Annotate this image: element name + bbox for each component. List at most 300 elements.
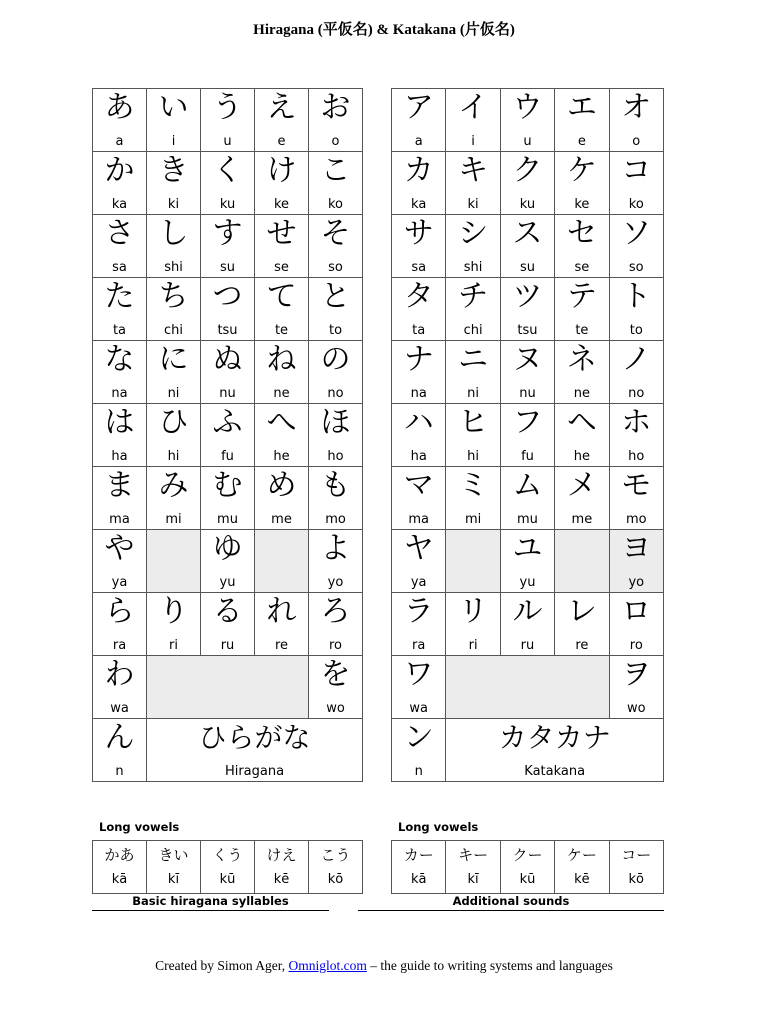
long-vowels-table-hiragana [92,840,363,894]
romaji: tsu [517,323,538,338]
kana-char: お [320,90,351,125]
script-name-kana: ひらがな [198,721,311,754]
kana-char: ヘ [566,405,597,440]
kana-cell [201,89,255,152]
long-vowel-romaji: kū [519,872,536,887]
kana-char: は [104,405,135,440]
kana-char: ル [512,594,543,629]
kana-char: す [212,216,243,251]
romaji: su [519,260,535,275]
romaji: o [331,134,340,149]
kana-cell [255,215,309,278]
long-vowel-kana: カー [403,846,434,864]
long-vowel-cell [446,841,500,894]
romaji: ta [412,323,426,338]
romaji: hi [167,449,180,464]
romaji: ri [169,638,178,653]
romaji: ha [410,449,427,464]
kana-char: を [320,657,351,692]
kana-char: く [212,153,243,188]
romaji: yu [519,575,536,590]
kana-char: へ [266,405,297,440]
kana-char: マ [403,468,434,503]
long-vowel-kana: けえ [266,846,297,864]
kana-cell [93,719,147,782]
kana-cell [392,404,446,467]
kana-char: エ [566,90,597,125]
romaji: chi [164,323,183,338]
kana-char: ミ [458,468,489,503]
romaji: yu [219,575,236,590]
kana-cell [555,341,609,404]
kana-char: ツ [512,279,543,314]
romaji: ro [328,638,342,653]
kana-char: わ [104,657,135,692]
kana-char: け [266,153,297,188]
kana-cell [255,341,309,404]
long-vowel-row [392,841,664,894]
kana-char: メ [566,468,597,503]
kana-cell [392,530,446,593]
kana-row [392,656,664,719]
kana-cell [309,404,363,467]
kana-cell [309,656,363,719]
long-vowel-cell [555,841,609,894]
long-vowel-romaji: kā [111,872,128,887]
romaji: ru [520,638,535,653]
long-vowel-kana: コー [621,846,652,864]
kana-cell [446,467,500,530]
kana-row [392,89,664,152]
kana-char: え [266,90,297,125]
kana-char: よ [320,531,351,566]
kana-cell [147,467,201,530]
romaji: re [274,638,289,653]
kana-char: ユ [512,531,543,566]
romaji: i [171,134,176,149]
kana-cell [609,215,663,278]
romaji: su [219,260,235,275]
kana-char: フ [512,405,543,440]
romaji: no [327,386,344,401]
kana-char: チ [458,279,489,314]
romaji: wo [326,701,345,716]
long-vowels-label-hiragana: Long vowels [99,820,180,834]
kana-cell [309,467,363,530]
romaji: ne [573,386,590,401]
kana-char: い [158,90,189,125]
romaji: me [571,512,593,527]
long-vowel-romaji: kē [574,872,590,887]
script-name-romaji: Hiragana [224,764,285,779]
kana-cell [309,89,363,152]
kana-char: ア [403,90,434,125]
kana-row [93,530,363,593]
long-vowel-cell [147,841,201,894]
kana-char: ケ [566,153,597,188]
romaji: ka [411,197,427,212]
kana-cell [392,467,446,530]
kana-char: に [158,342,189,377]
kana-cell [201,341,255,404]
long-vowel-romaji: kā [410,872,427,887]
kana-char: ヤ [403,531,434,566]
romaji: ru [220,638,235,653]
romaji: hi [467,449,480,464]
romaji: mu [217,512,238,527]
romaji: ko [628,197,644,212]
kana-char: ち [158,279,189,314]
kana-cell [201,593,255,656]
kana-cell [446,404,500,467]
romaji: mi [165,512,182,527]
romaji: wa [110,701,129,716]
long-vowel-kana: くう [212,846,243,864]
romaji: e [577,134,586,149]
kana-cell [392,89,446,152]
long-vowel-romaji: kō [628,872,645,887]
kana-cell [93,278,147,341]
long-vowel-kana: クー [512,846,543,864]
kana-cell [392,593,446,656]
romaji: ke [273,197,290,212]
kana-char: ソ [621,216,652,251]
romaji: mi [464,512,482,527]
romaji: ha [111,449,128,464]
kana-cell [147,215,201,278]
romaji: se [274,260,289,275]
romaji: wa [409,701,428,716]
kana-char: キ [458,153,489,188]
kana-char: イ [458,90,489,125]
kana-char: ホ [621,405,652,440]
romaji: u [523,134,532,149]
kana-cell [93,467,147,530]
romaji: ku [519,197,536,212]
romaji: ki [467,197,479,212]
kana-char: ン [403,720,434,755]
kana-char: ロ [621,594,652,629]
kana-char: ク [512,153,543,188]
kana-cell [609,467,663,530]
long-vowel-cell [93,841,147,894]
kana-char: サ [403,216,434,251]
romaji: ne [273,386,290,401]
romaji: fu [221,449,234,464]
romaji: a [115,134,124,149]
kana-row [93,152,363,215]
kana-char: り [158,594,189,629]
kana-cell [609,593,663,656]
kana-char: ヌ [512,342,543,377]
kana-cell [609,404,663,467]
kana-char: オ [621,90,652,125]
kana-cell [446,341,500,404]
kana-char: ト [621,279,652,314]
long-vowel-cell [201,841,255,894]
romaji: ni [467,386,480,401]
empty-cell [555,530,609,593]
kana-cell [500,215,554,278]
kana-cell [255,89,309,152]
kana-char: む [212,468,243,503]
kana-char: ワ [403,657,434,692]
kana-cell [609,278,663,341]
romaji: ra [412,638,426,653]
kana-cell [446,278,500,341]
kana-cell [201,278,255,341]
kana-char: ム [512,468,543,503]
long-vowel-romaji: kū [219,872,236,887]
long-vowel-row [93,841,363,894]
kana-cell [500,404,554,467]
kana-char: セ [566,216,597,251]
romaji: nu [519,386,536,401]
long-vowel-cell [309,841,363,894]
romaji: to [629,323,643,338]
long-vowel-romaji: kō [327,872,344,887]
kana-cell [500,467,554,530]
romaji: se [574,260,590,275]
kana-cell [309,341,363,404]
long-vowel-kana: かあ [104,846,135,864]
kana-char: か [104,153,135,188]
kana-cell [500,530,554,593]
kana-cell [93,593,147,656]
empty-cell [147,530,201,593]
romaji: so [328,260,343,275]
romaji: ho [628,449,645,464]
kana-cell [392,719,446,782]
kana-cell [446,152,500,215]
long-vowel-cell [609,841,663,894]
kana-char: ウ [512,90,543,125]
long-vowel-cell [392,841,446,894]
romaji: ya [410,575,427,590]
footer [0,958,768,974]
romaji: no [628,386,645,401]
long-vowels-table-katakana [391,840,664,894]
kana-cell [255,467,309,530]
kana-char: モ [621,468,652,503]
romaji: nu [219,386,236,401]
kana-cell [255,404,309,467]
kana-char: コ [621,153,652,188]
romaji: re [575,638,589,653]
long-vowel-kana: ケー [566,846,597,864]
kana-cell [392,278,446,341]
script-name-romaji: Katakana [524,764,586,779]
kana-cell [555,215,609,278]
romaji: shi [164,260,183,275]
kana-char: レ [566,594,597,629]
romaji: ke [574,197,590,212]
kana-cell [392,341,446,404]
kana-cell [93,530,147,593]
long-vowel-romaji: kē [273,872,290,887]
script-name-kana: カタカナ [498,721,611,754]
kana-cell [147,152,201,215]
romaji: ki [167,197,180,212]
romaji: o [632,134,641,149]
kana-char: ラ [403,594,434,629]
kana-cell [392,152,446,215]
romaji: mo [325,512,346,527]
long-vowel-romaji: kī [167,872,180,887]
kana-cell [609,341,663,404]
kana-char: ヨ [621,531,652,566]
kana-char: ニ [458,342,489,377]
long-vowel-kana: こう [320,846,351,864]
kana-char: リ [458,594,489,629]
kana-cell [147,593,201,656]
kana-char: せ [266,216,297,251]
romaji: i [471,134,475,149]
romaji: mo [625,512,647,527]
kana-row [392,593,664,656]
romaji: ma [408,512,430,527]
additional-sounds-label: Additional sounds [358,894,664,911]
kana-row [392,719,664,782]
romaji: shi [463,260,483,275]
kana-cell [392,656,446,719]
kana-cell [147,404,201,467]
kana-cell [201,467,255,530]
kana-char: ス [512,216,543,251]
kana-cell [500,89,554,152]
kana-row [93,215,363,278]
kana-cell [147,341,201,404]
script-name-cell [147,719,363,782]
empty-cell [255,530,309,593]
romaji: te [575,323,589,338]
long-vowel-kana: キー [458,846,489,864]
kana-cell [392,215,446,278]
kana-char: れ [266,594,297,629]
kana-char: し [158,216,189,251]
kana-cell [555,404,609,467]
romaji: n [115,764,124,779]
kana-cell [201,530,255,593]
kana-cell [309,152,363,215]
kana-cell [609,89,663,152]
romaji: na [410,386,427,401]
kana-cell [555,152,609,215]
kana-char: ね [266,342,297,377]
kana-row [93,656,363,719]
long-vowel-cell [255,841,309,894]
romaji: ra [112,638,127,653]
kana-char: る [212,594,243,629]
kana-row [93,593,363,656]
kana-row [392,341,664,404]
kana-char: ふ [212,405,243,440]
kana-row [392,152,664,215]
kana-cell [255,152,309,215]
script-name-cell [446,719,664,782]
hiragana-table [92,88,363,782]
kana-row [392,467,664,530]
romaji: ni [167,386,180,401]
omniglot-link[interactable]: Omniglot.com [288,958,367,973]
kana-char: と [320,279,351,314]
kana-cell [201,404,255,467]
footer-prefix: Created by Simon Ager, [155,958,289,973]
kana-row [93,404,363,467]
kana-cell [609,530,663,593]
kana-row [93,341,363,404]
kana-row [93,278,363,341]
kana-char: こ [320,153,351,188]
kana-char: た [104,279,135,314]
kana-cell [500,152,554,215]
kana-cell [555,89,609,152]
long-vowel-kana: きい [158,846,189,864]
kana-cell [446,215,500,278]
kana-char: や [104,531,135,566]
kana-char: う [212,90,243,125]
kana-char: て [266,279,297,314]
kana-cell [147,89,201,152]
kana-cell [309,593,363,656]
kana-char: ネ [566,342,597,377]
kana-cell [555,467,609,530]
romaji: e [277,134,286,149]
kana-char: ま [104,468,135,503]
long-vowel-romaji: kī [467,872,479,887]
kana-cell [255,593,309,656]
empty-cell [446,530,500,593]
kana-char: の [320,342,351,377]
kana-cell [446,593,500,656]
kana-char: ノ [621,342,652,377]
kana-char: な [104,342,135,377]
long-vowel-cell [500,841,554,894]
long-vowels-label-katakana: Long vowels [398,820,479,834]
kana-cell [500,341,554,404]
kana-char: ん [104,720,135,755]
kana-char: ヲ [621,657,652,692]
kana-cell [201,152,255,215]
romaji: ko [327,197,344,212]
katakana-table [391,88,664,782]
romaji: ho [327,449,344,464]
kana-cell [93,215,147,278]
kana-cell [609,656,663,719]
kana-cell [93,152,147,215]
kana-row [392,278,664,341]
kana-char: テ [566,279,597,314]
romaji: tsu [217,323,238,338]
kana-char: ほ [320,405,351,440]
romaji: wo [626,701,646,716]
kana-cell [255,278,309,341]
kana-row [93,719,363,782]
kana-cell [500,278,554,341]
kana-cell [147,278,201,341]
kana-cell [93,89,147,152]
romaji: a [414,134,423,149]
romaji: he [273,449,290,464]
romaji: ma [109,512,130,527]
page-title: Hiragana (平仮名) & Katakana (片仮名) [253,22,515,38]
kana-char: ゆ [212,531,243,566]
kana-char: つ [212,279,243,314]
kana-row [392,530,664,593]
romaji: ku [219,197,236,212]
kana-char: ひ [158,405,189,440]
kana-char: そ [320,216,351,251]
